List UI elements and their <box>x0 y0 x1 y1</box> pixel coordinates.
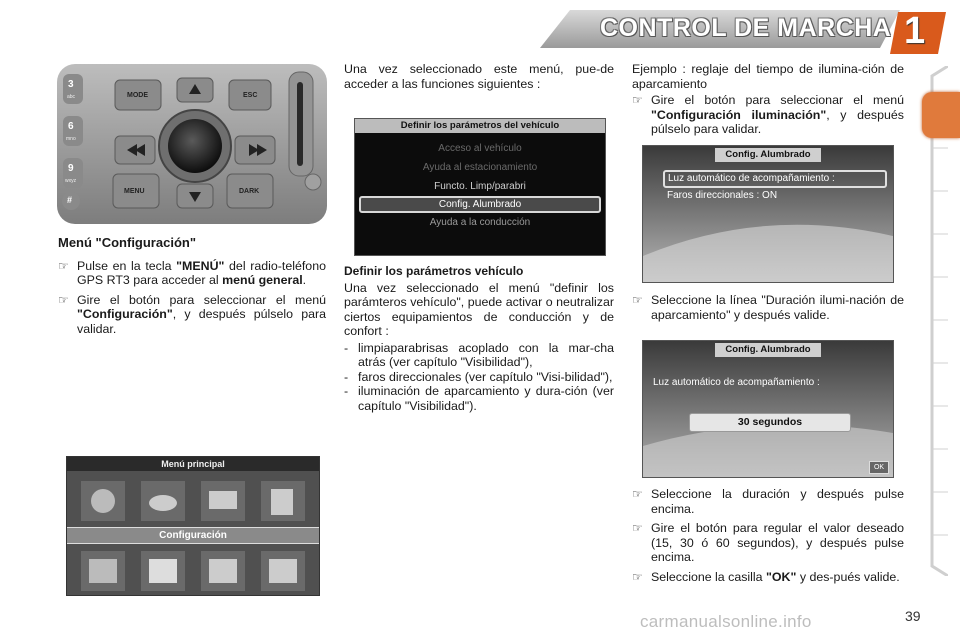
instruction-select-configuracion: ☞ Gire el botón para seleccionar el menú "Configuración", y después púlselo para validar. <box>58 292 326 336</box>
instruction-select-duracion-line: ☞ Seleccione la línea "Duración ilumi-nación de aparcamiento" y después valide. <box>632 293 904 322</box>
screen-title: Config. Alumbrado <box>715 343 821 357</box>
left-column <box>58 236 326 336</box>
screen-title: Definir los parámetros del vehículo <box>355 119 605 133</box>
key-hash[interactable]: # <box>67 195 73 205</box>
page-title: CONTROL DE MARCHA <box>600 14 892 42</box>
menu-button[interactable]: MENU <box>124 188 145 195</box>
key-9[interactable]: 9 <box>68 163 74 174</box>
screen-title: Menú principal <box>67 457 319 471</box>
instruction-select-iluminacion: ☞ Gire el botón para seleccionar el menú "Configuración iluminación", y después púlselo para validar. <box>632 93 904 136</box>
screen-title: Config. Alumbrado <box>715 148 821 162</box>
instruction-regular-valor: ☞ Gire el botón para regular el valor deseado (15, 30 ó 60 segundos), y después pulse encima. <box>632 521 904 564</box>
example-text: Ejemplo : reglaje del tiempo de ilumina-ción de aparcamiento <box>632 62 904 91</box>
instruction-select-ok: ☞ Seleccione la casilla "OK" y des-pués valide. <box>632 569 900 584</box>
dark-button[interactable]: DARK <box>239 188 260 195</box>
section-heading-parametros: Definir los parámetros vehículo <box>344 264 524 278</box>
key-6-letters: mno <box>66 136 76 142</box>
section-heading-configuracion: Menú "Configuración" <box>58 235 196 250</box>
pointing-hand-icon: ☞ <box>632 93 643 107</box>
menu-item-ayuda-estacionamiento[interactable]: Ayuda al estacionamiento <box>422 162 538 173</box>
pointing-hand-icon: ☞ <box>632 487 643 501</box>
pointing-hand-icon: ☞ <box>58 292 69 307</box>
right-column-bottom <box>632 487 904 584</box>
radio-panel-image <box>57 64 327 224</box>
key-9-letters: wxyz <box>65 178 77 184</box>
duracion-screen <box>642 340 894 478</box>
key-3-letters: abc <box>67 94 76 100</box>
pointing-hand-icon: ☞ <box>632 569 643 584</box>
pointing-hand-icon: ☞ <box>58 258 69 273</box>
chapter-tabs <box>928 66 948 576</box>
chapter-number: 1 <box>904 10 926 52</box>
menu-item-acceso[interactable]: Acceso al vehículo <box>438 143 522 154</box>
list-item: - limpiaparabrisas acoplado con la mar-cha atrás (ver capítulo "Visibilidad"), <box>344 340 614 369</box>
menu-item-configuracion[interactable]: Configuración <box>67 527 319 544</box>
watermark: carmanualsonline.info <box>640 612 812 631</box>
list-item: - faros direccionales (ver capítulo "Visi-bilidad"), <box>344 369 613 384</box>
key-6[interactable]: 6 <box>68 121 74 132</box>
screen-label-luz: Luz automático de acompañamiento : <box>653 377 820 388</box>
menu-item-functo[interactable]: Functo. Limp/parabri <box>434 181 526 192</box>
right-column-mid <box>632 293 904 322</box>
pointing-hand-icon: ☞ <box>632 293 643 307</box>
instruction-select-duracion: ☞ Seleccione la duración y después pulse encima. <box>632 487 904 516</box>
config-alumbrado-screen <box>642 145 894 283</box>
screen-menu-list <box>355 139 605 232</box>
middle-column-intro <box>344 62 614 91</box>
menu-item-config-alumbrado[interactable]: Config. Alumbrado <box>359 196 601 213</box>
menu-item-faros-direccionales[interactable]: Faros direccionales : ON <box>667 190 778 201</box>
pointing-hand-icon: ☞ <box>632 521 643 535</box>
menu-principal-screen <box>66 456 320 596</box>
vehicle-params-screen <box>354 118 606 256</box>
intro-text: Una vez seleccionado este menú, pue-de acceder a las funciones siguientes : <box>344 62 614 91</box>
key-3[interactable]: 3 <box>68 79 74 90</box>
menu-item-luz-automatica[interactable]: Luz automático de acompañamiento : <box>663 170 887 188</box>
instruction-press-menu: ☞ Pulse en la tecla "MENÚ" del radio-teléfono GPS RT3 para acceder al menú general. <box>58 258 326 287</box>
body-text: Una vez seleccionado el menú "definir los parámteros vehículo", puede activar o neutralizar ciertos equipamientos de conducción y de confort : <box>344 280 614 338</box>
ok-button[interactable]: OK <box>869 461 889 474</box>
active-chapter-tab <box>922 92 960 138</box>
list-item: - iluminación de aparcamiento y dura-ción (ver capítulo "Visibilidad"). <box>344 384 614 413</box>
middle-column-body <box>344 264 614 413</box>
menu-item-ayuda-conduccion[interactable]: Ayuda a la conducción <box>429 217 531 228</box>
duration-value-field[interactable]: 30 segundos <box>689 413 851 432</box>
page-number: 39 <box>905 608 921 624</box>
esc-button[interactable]: ESC <box>243 92 258 99</box>
right-column-top <box>632 62 904 137</box>
mode-button[interactable]: MODE <box>127 92 148 99</box>
